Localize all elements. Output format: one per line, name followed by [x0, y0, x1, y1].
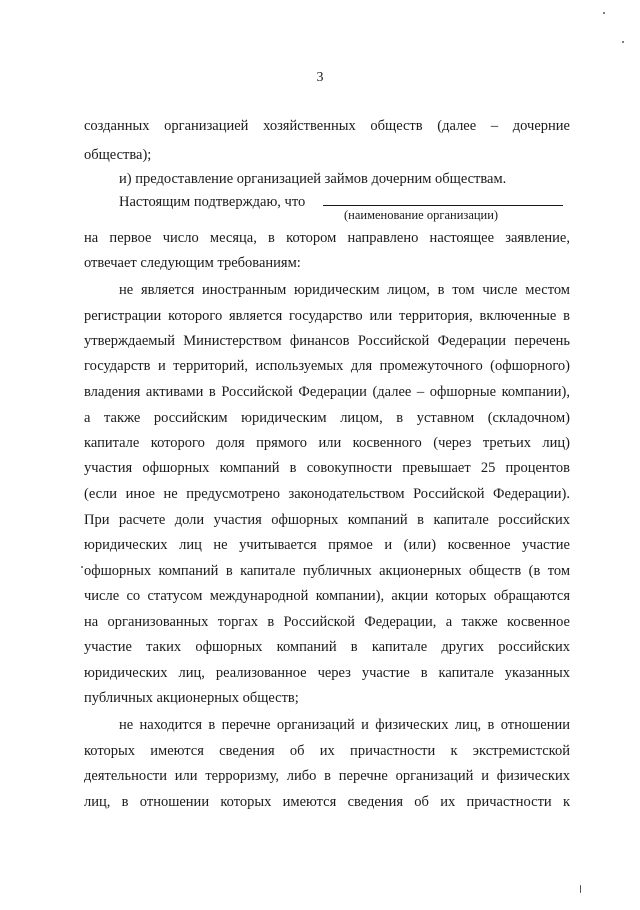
text-line: участие таких офшорных компаний в капитале других российских: [84, 639, 570, 655]
text-line: Настоящим подтверждаю, что: [119, 194, 306, 210]
scan-speck: [622, 41, 624, 43]
text-line: числе со статусом международной компании), акции которых обращаются: [84, 588, 570, 604]
text-line: капитале которого доля прямого или косвенного (через третьих лиц): [84, 435, 570, 451]
text-line: на первое число месяца, в котором направлено настоящее заявление,: [84, 230, 570, 246]
text-line: утверждаемый Министерством финансов Российской Федерации перечень: [84, 333, 570, 349]
text-line: созданных организацией хозяйственных обществ (далее – дочерние: [84, 118, 570, 134]
scan-speck: [580, 885, 581, 893]
text-line: отвечает следующим требованиям:: [84, 255, 301, 271]
text-line: (если иное не предусмотрено законодательством Российской Федерации).: [84, 486, 570, 502]
text-line: юридических лиц, реализованное через участие в капитале указанных: [84, 665, 570, 681]
field-caption: (наименование организации): [344, 208, 499, 222]
text-line: владения активами в Российской Федерации (далее – офшорные компании),: [84, 384, 570, 400]
organization-name-blank: [323, 205, 563, 206]
text-line: которых имеются сведения об их причастности к экстремистской: [84, 743, 570, 759]
text-line: публичных акционерных обществ;: [84, 690, 299, 706]
text-line: общества);: [84, 147, 152, 163]
text-line: не находится в перечне организаций и физических лиц, в отношении: [119, 717, 570, 733]
scan-speck: [81, 566, 83, 568]
text-line: При расчете доли участия офшорных компаний в капитале российских: [84, 512, 570, 528]
text-line: и) предоставление организацией займов дочерним обществам.: [119, 171, 507, 187]
text-line: государств и территорий, используемых для промежуточного (офшорного): [84, 358, 570, 374]
text-line: участия офшорных компаний в совокупности превышает 25 процентов: [84, 460, 570, 476]
text-line: офшорных компаний в капитале публичных акционерных обществ (в том: [84, 563, 570, 579]
text-line: деятельности или терроризму, либо в перечне организаций и физических: [84, 768, 570, 784]
text-line: юридических лиц не учитывается прямое и (или) косвенное участие: [84, 537, 570, 553]
text-line: на организованных торгах в Российской Федерации, а также косвенное: [84, 614, 570, 630]
scan-speck: [603, 12, 605, 14]
page-number: 3: [316, 70, 324, 85]
text-line: не является иностранным юридическим лицом, в том числе местом: [119, 282, 570, 298]
text-line: регистрации которого является государство или территория, включенные в: [84, 308, 570, 324]
text-line: а также российским юридическим лицом, в уставном (складочном): [84, 410, 570, 426]
text-line: лиц, в отношении которых имеются сведения об их причастности к: [84, 794, 570, 810]
